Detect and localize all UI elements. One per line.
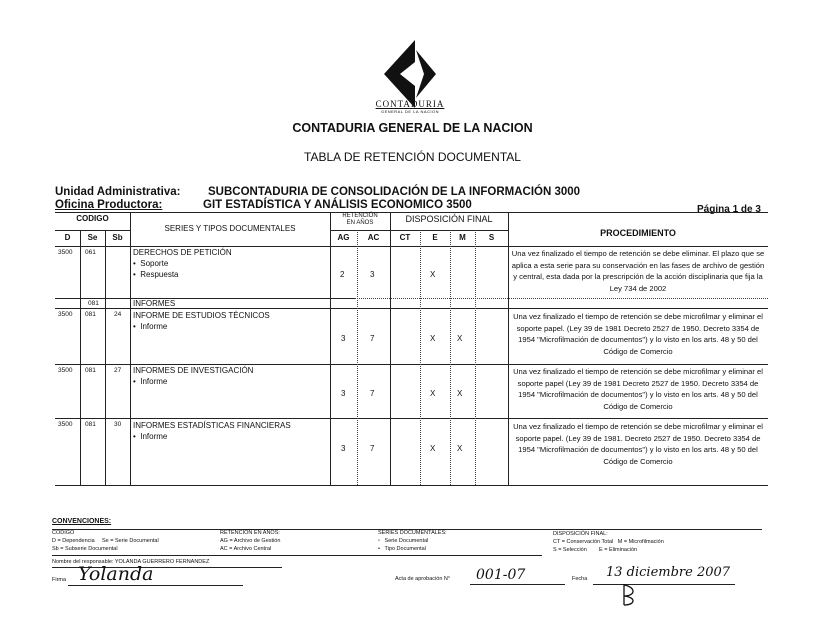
logo-subtext: GENERAL DE LA NACION bbox=[380, 109, 440, 114]
row1-ag: 2 bbox=[340, 270, 345, 279]
conv-disp-header: DISPOSICIÓN FINAL: bbox=[553, 531, 608, 537]
row4-se: 081 bbox=[85, 367, 96, 374]
row2-se: 081 bbox=[88, 300, 99, 307]
conv-codigo-sb: Sb = Subserie Documental bbox=[52, 546, 118, 552]
conv-codigo-se: Se = Serie Documental bbox=[102, 538, 159, 544]
row1-tipo1: • Soporte bbox=[133, 259, 169, 268]
header-ac: AC bbox=[367, 233, 380, 242]
row1-d: 3500 bbox=[58, 249, 73, 256]
conv-retencion-ag: AG = Archivo de Gestión bbox=[220, 538, 281, 544]
row4-tipo1: • Informe bbox=[133, 377, 168, 386]
conv-series-tipo: • Tipo Documental bbox=[378, 546, 426, 552]
row3-m: X bbox=[457, 334, 463, 343]
header-e: E bbox=[432, 233, 438, 242]
row1-tipo2: • Respuesta bbox=[133, 270, 179, 279]
header-en-anos: EN AÑOS bbox=[346, 220, 374, 226]
office-label: Oficina Productora: bbox=[55, 199, 163, 211]
office-value: GIT ESTADÍSTICA Y ANÁLISIS ECONOMICO 3500 bbox=[203, 199, 472, 211]
page-number: Página 1 de 3 bbox=[697, 204, 761, 215]
row1-ac: 3 bbox=[370, 270, 375, 279]
row1-procedimiento: Una vez finalizado el tiempo de retención se debe eliminar. El plazo que se aplica a esta serie para su conservación en las fases de archivo de gestión y central, esta dada por la prescripción de la acción disciplinaria que fija la Ley 734 de 2002 bbox=[511, 249, 765, 293]
header-se: Se bbox=[87, 233, 98, 242]
unit-label: Unidad Administrativa: bbox=[55, 186, 181, 198]
row3-e: X bbox=[430, 334, 436, 343]
conv-disp-ct-m: CT = Conservación Total M = Microfilmación bbox=[553, 539, 664, 545]
row4-serie: INFORMES DE INVESTIGACIÓN bbox=[133, 366, 254, 375]
header-retencion: RETENCIÓN bbox=[342, 213, 378, 219]
row4-sb: 27 bbox=[114, 367, 122, 374]
row4-ac: 7 bbox=[370, 389, 375, 398]
row5-se: 081 bbox=[85, 421, 96, 428]
initial-mark bbox=[618, 582, 640, 608]
row5-procedimiento: Una vez finalizado el tiempo de retención se debe microfilmar y eliminar el soporte papel. (Ley 39 de 1981. Decreto 2527 de 1950. Decreto 3354 de 1954 "Microfilmación de documentos") y lo visto en los arts. 48 y 50 del Código de Comercio bbox=[513, 422, 763, 466]
row3-sb: 24 bbox=[114, 311, 122, 318]
conventions-title: CONVENCIONES: bbox=[52, 518, 112, 525]
header-procedimiento: PROCEDIMIENTO bbox=[600, 228, 676, 238]
org-name: CONTADURIA GENERAL DE LA NACION bbox=[292, 121, 533, 135]
header-ct: CT bbox=[399, 233, 411, 242]
acta-label: Acta de aprobación N° bbox=[395, 576, 451, 582]
header-codigo: CODIGO bbox=[76, 214, 109, 223]
row5-ac: 7 bbox=[370, 444, 375, 453]
row3-ag: 3 bbox=[341, 334, 346, 343]
row4-procedimiento: Una vez finalizado el tiempo de retención se debe microfilmar y eliminar el soporte papel (Ley 39 de 1981 Decreto 2527 de 1950. Decreto 3354 de 1954 "Microfilmación de documentos") y lo visto en los arts. 48 y 50 del Código de Comercio bbox=[513, 367, 763, 411]
signature: Yolanda bbox=[78, 563, 154, 585]
row5-ag: 3 bbox=[341, 444, 346, 453]
row3-se: 081 bbox=[85, 311, 96, 318]
row4-d: 3500 bbox=[58, 367, 73, 374]
row5-tipo1: • Informe bbox=[133, 432, 168, 441]
conv-retencion-ac: AC = Archivo Central bbox=[220, 546, 272, 552]
logo-text: CONTADURIA bbox=[375, 99, 445, 109]
row4-e: X bbox=[430, 389, 436, 398]
row2-serie: INFORMES bbox=[133, 299, 176, 308]
row1-e: X bbox=[430, 270, 436, 279]
header-disposicion: DISPOSICIÓN FINAL bbox=[405, 214, 493, 224]
conv-retencion-header: RETENCIÓN EN AÑOS: bbox=[220, 530, 280, 536]
row5-sb: 30 bbox=[114, 421, 122, 428]
conv-codigo-d: D = Dependencia bbox=[52, 538, 95, 544]
header-m: M bbox=[459, 233, 466, 242]
row3-d: 3500 bbox=[58, 311, 73, 318]
conv-series-header: SERIES DOCUMENTALES: bbox=[378, 530, 447, 536]
fecha-value: 13 diciembre 2007 bbox=[606, 565, 731, 580]
row5-m: X bbox=[457, 444, 463, 453]
header-d: D bbox=[64, 233, 71, 242]
row5-e: X bbox=[430, 444, 436, 453]
row4-m: X bbox=[457, 389, 463, 398]
row5-serie: INFORMES ESTADÍSTICAS FINANCIERAS bbox=[133, 421, 291, 430]
header-series: SERIES Y TIPOS DOCUMENTALES bbox=[164, 224, 296, 233]
contaduria-logo bbox=[380, 40, 450, 108]
fecha-label: Fecha bbox=[572, 576, 588, 582]
signature-label: Firma bbox=[52, 577, 67, 583]
header-sb: Sb bbox=[112, 233, 123, 242]
conv-disp-s-e: S = Selección E = Eliminación bbox=[553, 547, 638, 553]
document-title: TABLA DE RETENCIÓN DOCUMENTAL bbox=[304, 150, 521, 164]
row3-procedimiento: Una vez finalizado el tiempo de retención se debe microfilmar y eliminar el soporte papel. (Ley 39 de 1981 Decreto 2527 de 1950. Decreto 3354 de 1954 "Microfilmación de documentos") y lo visto en los arts. 48 y 50 del Código de Comercio bbox=[513, 312, 763, 356]
header-s: S bbox=[488, 233, 495, 242]
row5-d: 3500 bbox=[58, 421, 73, 428]
header-ag: AG bbox=[337, 233, 350, 242]
row1-serie: DERECHOS DE PETICIÓN bbox=[133, 248, 232, 257]
conv-codigo-header: CODIGO bbox=[52, 530, 75, 536]
row3-serie: INFORME DE ESTUDIOS TÉCNICOS bbox=[133, 311, 270, 320]
row4-ag: 3 bbox=[341, 389, 346, 398]
acta-number: 001-07 bbox=[476, 567, 526, 583]
row1-se: 061 bbox=[85, 249, 96, 256]
conv-series-serie: ▫ Serie Documental bbox=[378, 538, 429, 544]
row3-tipo1: • Informe bbox=[133, 322, 168, 331]
unit-value: SUBCONTADURIA DE CONSOLIDACIÓN DE LA INFORMACIÓN 3000 bbox=[208, 186, 581, 198]
row3-ac: 7 bbox=[370, 334, 375, 343]
responsible-name: Nombre del responsable: YOLANDA GUERRERO FERNANDEZ bbox=[52, 559, 210, 565]
